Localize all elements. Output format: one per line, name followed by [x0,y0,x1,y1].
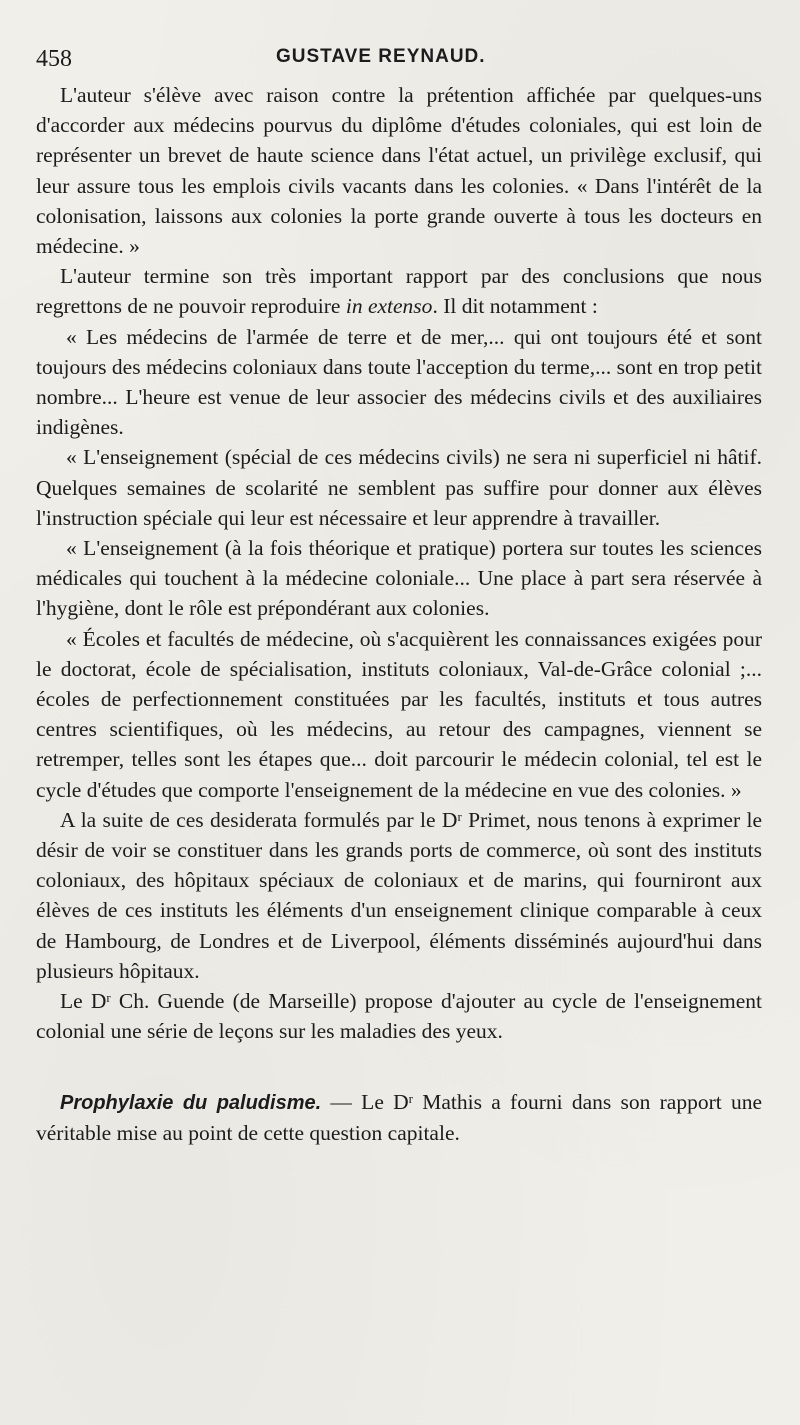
paragraph: Le $D^r$ Ch. Guende (de Marseille) propose d'ajouter au cycle de l'enseignement colonial une série de leçons sur les maladies des yeux. [36,989,763,1044]
paragraph: A la suite de ces desiderata formulés par le $D^r$ Primet, nous tenons à exprimer le désir de voir se constituer dans les grands ports de commerce, où sont des instituts coloniaux, des hôpitaux spéciaux de coloniaux et de marins, qui fourniront aux élèves de ces instituts les éléments d'un enseignement clinique comparable à ceux de Hambourg, de Londres et de Liverpool, éléments disséminés aujourd'hui dans plusieurs hôpitaux. [36,807,762,983]
running-head: GUSTAVE REYNAUD. [276,46,486,67]
page-header [36,40,762,76]
quote-paragraph: « L'enseignement (à la fois théorique et pratique) portera sur toutes les sciences médicales qui touchent à la médecine coloniale... Une place à part sera réservée à l'hygiène, dont le rôle est prépondérant aux colonies. [36,536,762,621]
section-gap [36,1047,762,1087]
quote-paragraph: « Les médecins de l'armée de terre et de mer,... qui ont toujours été et sont toujours des médecins coloniaux dans toute l'acception du terme,... sont en trop petit nombre... L'heure est venue de leur associer des médecins civils et des auxiliaires indigènes. [36,324,762,440]
page-number: 458 [36,46,72,72]
quote-paragraph: « Écoles et facultés de médecine, où s'acquièrent les connaissances exigées pour le doctorat, école de spécialisation, instituts coloniaux, Val-de-Grâce colonial ;... écoles de perfectionnement constituées par les facultés, instituts et tous autres centres scientifiques, où les médecins, au retour des campagnes, viennent se retremper, telles sont les étapes que... doit parcourir le médecin colonial, tel est le cycle d'études que comporte l'enseignement de la médecine en vue des colonies. » [36,626,762,802]
section-paragraph: Prophylaxie du paludisme. — Le $D^r$ Mathis a fourni dans son rapport une véritable mise au point de cette question capitale. [36,1089,763,1145]
paragraph: L'auteur s'élève avec raison contre la prétention affichée par quelques-uns d'accorder aux médecins pourvus du diplôme d'études coloniales, qui est loin de représenter un brevet de haute science dans l'état actuel, un privilège exclusif, qui leur assure tous les emplois civils vacants dans les colonies. « Dans l'intérêt de la colonisation, laissons aux colonies la porte grande ouverte à tous les docteurs en médecine. » [36,83,762,259]
body-text [36,80,762,1148]
section-title: Prophylaxie du paludisme. [60,1091,322,1114]
emphasis: in extenso [345,294,433,319]
quote-paragraph: « L'enseignement (spécial de ces médecins civils) ne sera ni superficiel ni hâtif. Quelques semaines de scolarité ne semblent pas suffire pour donner aux élèves l'instruction spéciale qui leur est nécessaire et leur apprendre à travailler. [36,445,762,530]
paragraph: L'auteur termine son très important rapport par des conclusions que nous regrettons de ne pouvoir reproduire in extenso. Il dit notamment : [36,264,762,319]
